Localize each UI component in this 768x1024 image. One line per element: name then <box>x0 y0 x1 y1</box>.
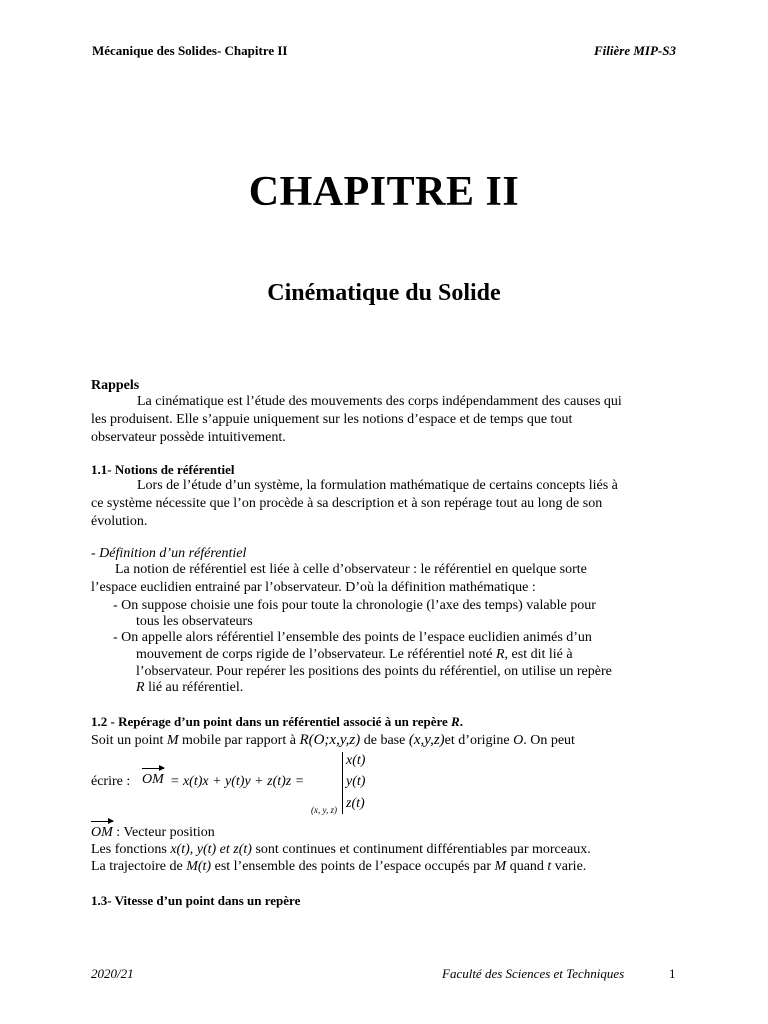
basis-notation: (x,y,z) <box>408 732 445 748</box>
component-y: y(t) <box>346 774 366 789</box>
def-bullet-2-line-4: R lié au référentiel. <box>136 680 244 695</box>
ecrire-label: écrire : <box>91 774 131 789</box>
def-bullet-2-line-1: - On appelle alors référentiel l’ensemble des points de l’espace euclidien animés d’un <box>113 630 592 645</box>
definition-heading: - Définition d’un référentiel <box>91 546 247 561</box>
running-header-left: Mécanique des Solides- Chapitre II <box>92 43 288 58</box>
component-divider <box>342 752 343 814</box>
om-vector: OM <box>142 772 164 787</box>
component-x: x(t) <box>346 753 366 768</box>
section-1-3-heading: 1.3- Vitesse d’un point dans un repère <box>91 893 301 908</box>
s12-trajectory-line: La trajectoire de M(t) est l’ensemble des points de l’espace occupés par M quand t varie. <box>91 859 587 874</box>
running-header-right: Filière MIP-S3 <box>594 43 676 58</box>
footer-year: 2020/21 <box>91 966 134 981</box>
section-1-1-heading: 1.1- Notions de référentiel <box>91 462 235 477</box>
frame-notation: R(O;x,y,z) <box>299 732 361 748</box>
chapter-title: CHAPITRE II <box>248 169 520 215</box>
position-formula: = x(t)x + y(t)y + z(t)z = <box>170 774 305 789</box>
def-bullet-2-line-3: l’observateur. Pour repérer les positions des points du référentiel, on utilise un repère <box>136 664 612 679</box>
s12-functions-line: Les fonctions x(t), y(t) et z(t) sont continues et continument différentiables par morceaux. <box>91 842 591 857</box>
s11-line-3: évolution. <box>91 514 148 529</box>
rappels-heading: Rappels <box>91 378 140 393</box>
s12-line-1: Soit un point M mobile par rapport à R(O;x,y,z) de base (x,y,z)et d’origine O. On peut <box>91 732 575 748</box>
rappels-line-1: La cinématique est l’étude des mouvements des corps indépendamment des causes qui <box>137 394 622 409</box>
def-bullet-2-line-2: mouvement de corps rigide de l’observateur. Le référentiel noté R, est dit lié à <box>136 647 573 662</box>
footer-faculty: Faculté des Sciences et Techniques <box>442 966 625 981</box>
component-z: z(t) <box>346 796 365 811</box>
def-bullet-1-line-2: tous les observateurs <box>136 614 253 629</box>
formula-subscript: (x, y, z) <box>311 805 337 815</box>
def-line-2: l’espace euclidien entrainé par l’observateur. D’où la définition mathématique : <box>91 580 536 595</box>
section-1-2-heading: 1.2 - Repérage d’un point dans un référentiel associé à un repère R. <box>91 714 463 729</box>
def-line-1: La notion de référentiel est liée à celle d’observateur : le référentiel en quelque sorte <box>115 562 587 577</box>
vecteur-position-line: OM : Vecteur position <box>91 825 215 840</box>
chapter-subtitle: Cinématique du Solide <box>267 280 501 306</box>
s11-line-2: ce système nécessite que l’on procède à sa description et à son repérage tout au long de son <box>91 496 603 511</box>
page-number: 1 <box>669 966 676 981</box>
s11-line-1: Lors de l’étude d’un système, la formulation mathématique de certains concepts liés à <box>137 478 618 493</box>
def-bullet-1-line-1: - On suppose choisie une fois pour toute la chronologie (l’axe des temps) valable pour <box>113 598 596 613</box>
rappels-line-3: observateur possède intuitivement. <box>91 430 286 445</box>
rappels-line-2: les produisent. Elle s’appuie uniquement sur les notions d’espace et de temps que tout <box>91 412 573 427</box>
